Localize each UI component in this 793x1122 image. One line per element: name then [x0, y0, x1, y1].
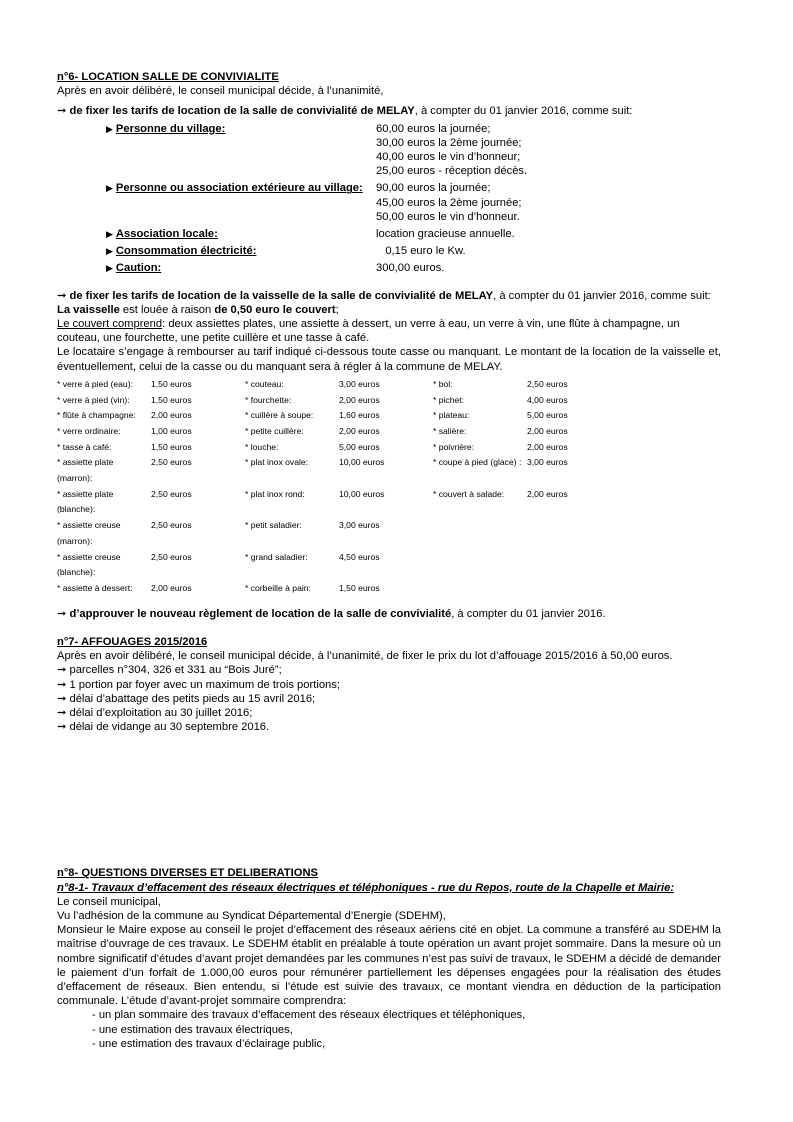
item-name: * poivrière:	[433, 441, 475, 452]
item-price: 2,00 euros	[339, 394, 380, 405]
item-name: * coupe à pied (glace) :	[433, 457, 522, 468]
section-8-title: n°8- QUESTIONS DIVERSES ET DELIBERATIONS	[57, 867, 318, 880]
item-price: 1,50 euros	[151, 378, 192, 389]
section-7-title: n°7- AFFOUAGES 2015/2016	[57, 635, 208, 648]
rate-label	[106, 261, 326, 275]
item-price: 5,00 euros	[339, 441, 380, 452]
item-name: * couvert à salade:	[433, 488, 505, 499]
item-price: 1,50 euros	[339, 583, 380, 593]
affouage-condition: ➞ délai d’exploitation au 30 juillet 2016;	[57, 706, 253, 719]
reglement-decision	[57, 607, 721, 621]
item-price: 10,00 euros	[339, 488, 385, 499]
item-name: * louche:	[245, 441, 279, 452]
rate-row	[106, 227, 721, 241]
section-8-1-title: n°8-1- Travaux d’effacement des réseaux électriques et téléphoniques - rue du Repos, route de la Chapelle et Mairie:	[57, 881, 675, 894]
affouage-condition: ➞ 1 portion par foyer avec un maximum de trois portions;	[57, 678, 340, 691]
item-name: * assiette creuse (marron):	[57, 520, 121, 546]
study-content-item: - une estimation des travaux d’éclairage public,	[92, 1037, 326, 1050]
item-price: 2,00 euros	[151, 410, 192, 421]
section-7-intro: Après en avoir délibéré, le conseil municipal décide, à l’unanimité, de fixer le prix du lot d’affouage 2015/2016 à 50,00 euros.	[57, 650, 673, 663]
rate-label-text: Caution:	[115, 262, 162, 275]
item-price: 3,00 euros	[527, 457, 568, 468]
item-price: 2,50 euros	[527, 378, 568, 389]
rate-label-text: Association locale:	[115, 228, 218, 241]
vaisselle-price-value: de 0,50 euro le couvert	[214, 303, 336, 316]
vaisselle-decision-rest: , à compter du 01 janvier 2016, comme suit:	[493, 289, 711, 302]
rate-value: 30,00 euros la 2ème journée;	[376, 136, 522, 149]
rate-value: 25,00 euros - réception décès.	[376, 165, 528, 178]
reglement-rest: , à compter du 01 janvier 2016.	[451, 607, 606, 620]
rate-label-text: Consommation électricité:	[115, 245, 257, 258]
affouage-condition: ➞ délai d’abattage des petits pieds au 15 avril 2016;	[57, 692, 316, 705]
item-name: * petite cuillère:	[245, 425, 304, 436]
item-price: 3,00 euros	[339, 520, 380, 531]
vaisselle-decision	[57, 289, 721, 303]
item-price: 2,50 euros	[151, 551, 192, 562]
vaisselle-decision-bold: ➞ de fixer les tarifs de location de la vaisselle de la salle de convivialité de MELAY	[57, 289, 494, 302]
couvert-description	[57, 317, 721, 345]
item-price: 2,50 euros	[151, 457, 192, 468]
salle-decision-rest: , à compter du 01 janvier 2016, comme suit:	[414, 105, 633, 118]
item-price: 2,50 euros	[151, 488, 192, 499]
section-8-line2: Vu l’adhésion de la commune au Syndicat Départemental d’Energie (SDEHM),	[57, 909, 446, 922]
study-content-item: - un plan sommaire des travaux d’effacement des réseaux électriques et téléphoniques,	[92, 1009, 526, 1022]
affouage-conditions	[57, 663, 721, 734]
rate-value: 40,00 euros le vin d’honneur;	[376, 151, 521, 164]
rates-list	[106, 122, 721, 276]
item-price	[527, 550, 621, 581]
item-name: * assiette plate (marron):	[57, 457, 114, 484]
rate-label	[106, 181, 376, 224]
item-price: 10,00 euros	[339, 457, 385, 468]
vaisselle-label: La vaisselle	[57, 303, 120, 316]
item-price: 1,00 euros	[151, 425, 192, 436]
couvert-label: Le couvert comprend	[57, 318, 163, 331]
rate-label-text: Personne du village:	[115, 122, 226, 135]
rate-label	[106, 227, 326, 241]
rate-row	[106, 181, 721, 224]
rate-label	[106, 122, 326, 179]
couvert-text: : deux assiettes plates, une assiette à dessert, un verre à eau, un verre à vin, une flûte à champagne, un couteau, une fourchette, une petite cuillère et une tasse à café.	[57, 318, 680, 345]
item-name: * flûte à champagne:	[57, 410, 136, 421]
item-price: 2,00 euros	[527, 425, 568, 436]
item-name: * pichet:	[433, 394, 465, 405]
rate-value: 90,00 euros la journée;	[376, 182, 491, 195]
item-price: 3,00 euros	[339, 378, 380, 389]
item-price: 1,50 euros	[151, 441, 192, 452]
document-page	[57, 70, 721, 1051]
rate-label-text: Personne ou association extérieure au village:	[115, 182, 363, 195]
item-price: 1,50 euros	[151, 394, 192, 405]
item-name: * bol:	[433, 378, 453, 389]
item-price: 2,00 euros	[151, 583, 192, 593]
triangle-bullet-icon: ▶	[106, 246, 113, 257]
rate-value: location gracieuse annuelle.	[376, 228, 515, 241]
item-price: 1,60 euros	[339, 410, 380, 421]
affouage-condition: ➞ parcelles n°304, 326 et 331 au “Bois Juré”;	[57, 664, 282, 677]
item-name: * assiette à dessert:	[57, 583, 133, 593]
item-name: * plat inox rond:	[245, 488, 305, 499]
item-name: * verre à pied (eau):	[57, 378, 133, 389]
item-name: * verre ordinaire:	[57, 425, 121, 436]
item-name: * petit saladier:	[245, 520, 302, 531]
item-name: * corbeille à pain:	[245, 583, 311, 593]
section-8-paragraph: Monsieur le Maire expose au conseil le projet d’effacement des réseaux aériens cité en objet. La commune a transféré au SDEHM la maîtrise d’ouvrage de ces travaux. Le SDEHM établit en préalable à toute opération un avant projet sommaire. Dans la mesure où un nombre significatif d’études d’avant projet demandées par les communes n’est pas suivi de travaux, le SDEHM a décidé de demander le paiement d’un forfait de 1.000,00 euros pour rémunérer partiellement les dépenses engagées pour la réalisation des études d’effacement de réseaux. Bien entendu, si l’étude est suivie des travaux, ce montant viendra en déduction de la participation communale. L’étude d’avant-projet sommaire comprendra:	[57, 924, 721, 1008]
vaisselle-price	[57, 303, 721, 317]
item-name: * salière:	[433, 425, 467, 436]
section-6-title: n°6- LOCATION SALLE DE CONVIVIALITE	[57, 71, 279, 83]
item-price: 2,00 euros	[527, 441, 568, 452]
item-price: 5,00 euros	[527, 410, 568, 421]
vaisselle-end: ;	[335, 303, 339, 316]
rate-value: 0,15 euro le Kw.	[376, 245, 466, 258]
item-price: 4,00 euros	[527, 394, 568, 405]
triangle-bullet-icon: ▶	[106, 123, 113, 134]
triangle-bullet-icon: ▶	[106, 183, 113, 194]
section-8-line1: Le conseil municipal,	[57, 895, 161, 908]
reglement-bold: ➞ d’approuver le nouveau règlement de location de la salle de convivialité	[57, 607, 452, 620]
rate-value: 60,00 euros la journée;	[376, 122, 491, 135]
item-name: * couteau:	[245, 378, 284, 389]
study-contents-list	[92, 1008, 721, 1051]
rate-value: 50,00 euros le vin d’honneur.	[376, 210, 520, 223]
item-name: * grand saladier:	[245, 551, 308, 562]
item-price	[527, 518, 621, 549]
triangle-bullet-icon: ▶	[106, 229, 113, 240]
item-name: * plat inox ovale:	[245, 457, 309, 468]
rate-value: 45,00 euros la 2ème journée;	[376, 196, 522, 209]
item-name: * assiette creuse (blanche):	[57, 551, 121, 578]
item-name: * tasse à café:	[57, 441, 112, 452]
rate-values	[376, 244, 466, 258]
rate-row	[106, 122, 721, 179]
rate-values	[376, 122, 527, 179]
item-name: * verre à pied (vin):	[57, 394, 130, 405]
rate-row	[106, 244, 721, 258]
study-content-item: - une estimation des travaux électriques,	[92, 1023, 293, 1036]
item-name: * assiette plate (blanche):	[57, 488, 114, 515]
vaisselle-text: est louée à raison	[119, 303, 215, 316]
item-price: 2,00 euros	[527, 488, 568, 499]
rate-values	[376, 261, 444, 275]
salle-decision-bold: ➞ de fixer les tarifs de location de la salle de convivialité de MELAY	[57, 105, 415, 118]
item-price: 2,00 euros	[339, 425, 380, 436]
salle-decision	[57, 104, 721, 118]
rate-label	[106, 244, 326, 258]
item-price: 4,50 euros	[339, 551, 380, 562]
rate-value: 300,00 euros.	[376, 262, 445, 275]
item-name: * plateau:	[433, 410, 470, 421]
item-name	[433, 550, 527, 581]
item-price	[527, 581, 621, 597]
rate-values	[376, 227, 515, 241]
section-6-intro: Après en avoir délibéré, le conseil municipal décide, à l’unanimité,	[57, 85, 384, 98]
item-name: * cuillère à soupe:	[245, 410, 314, 421]
item-name	[433, 518, 527, 549]
rate-values	[376, 181, 522, 224]
item-price: 2,50 euros	[151, 520, 192, 531]
rate-row	[106, 261, 721, 275]
item-name: * fourchette:	[245, 394, 292, 405]
vaisselle-price-table	[57, 377, 721, 597]
affouage-condition: ➞ délai de vidange au 30 septembre 2016.	[57, 721, 270, 734]
item-name	[433, 581, 527, 597]
locataire-text: Le locataire s’engage à rembourser au tarif indiqué ci-dessous toute casse ou manquant. Le montant de la location de la vaisselle et, éventuellement, celui de la casse ou du manquant sera à régler à la commune de MELAY.	[57, 346, 721, 373]
triangle-bullet-icon: ▶	[106, 263, 113, 274]
